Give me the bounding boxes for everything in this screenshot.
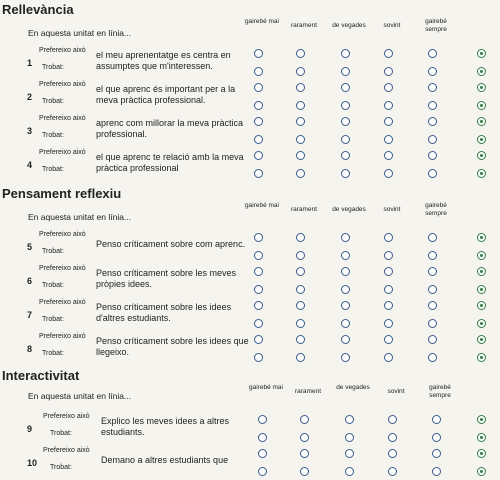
prefer-radio-1[interactable] <box>296 49 305 58</box>
option-header-4: gairebé sempre <box>425 18 447 33</box>
found-radio-2[interactable] <box>341 169 350 178</box>
found-radio-1[interactable] <box>300 433 309 442</box>
option-header-4: gairebé sempre <box>429 384 451 399</box>
prefer-radio-2[interactable] <box>341 151 350 160</box>
found-label: Trobat: <box>42 316 64 323</box>
question-number: 1 <box>27 58 33 68</box>
found-label: Trobat: <box>50 464 72 471</box>
found-radio-selected[interactable] <box>477 433 486 442</box>
found-radio-4[interactable] <box>428 169 437 178</box>
found-radio-2[interactable] <box>341 67 350 76</box>
prefer-label: Prefereixo això <box>39 299 86 306</box>
found-radio-3[interactable] <box>384 101 393 110</box>
found-radio-2[interactable] <box>341 251 350 260</box>
section-0 <box>0 0 500 182</box>
prefer-radio-0[interactable] <box>254 233 263 242</box>
prefer-radio-0[interactable] <box>258 449 267 458</box>
section-2 <box>0 366 500 480</box>
question-text: el que aprenc te relació amb la meva pràctica professional <box>96 152 244 173</box>
prefer-radio-2[interactable] <box>341 267 350 276</box>
prefer-radio-0[interactable] <box>254 267 263 276</box>
prefer-radio-1[interactable] <box>296 83 305 92</box>
found-radio-3[interactable] <box>384 319 393 328</box>
found-radio-0[interactable] <box>254 67 263 76</box>
found-radio-2[interactable] <box>341 135 350 144</box>
found-label: Trobat: <box>50 430 72 437</box>
found-radio-0[interactable] <box>254 353 263 362</box>
option-header-2: de vegades <box>336 384 370 391</box>
prefer-radio-1[interactable] <box>300 415 309 424</box>
prefer-label: Prefereixo això <box>39 231 86 238</box>
found-radio-0[interactable] <box>258 467 267 476</box>
found-radio-3[interactable] <box>384 353 393 362</box>
prefer-radio-4[interactable] <box>428 151 437 160</box>
prefer-radio-0[interactable] <box>254 335 263 344</box>
question-2 <box>0 80 500 114</box>
prefer-radio-2[interactable] <box>341 301 350 310</box>
option-header-0: gairebé mai <box>245 18 279 25</box>
prefer-radio-4[interactable] <box>428 301 437 310</box>
prefer-label: Prefereixo això <box>39 81 86 88</box>
prefer-radio-3[interactable] <box>384 117 393 126</box>
option-header-1: rarament <box>290 206 317 213</box>
found-radio-selected[interactable] <box>477 353 486 362</box>
found-radio-3[interactable] <box>384 135 393 144</box>
found-radio-2[interactable] <box>341 353 350 362</box>
found-radio-1[interactable] <box>296 285 305 294</box>
option-header-0: gairebé mai <box>249 384 283 391</box>
prefer-radio-0[interactable] <box>254 301 263 310</box>
found-radio-3[interactable] <box>388 433 397 442</box>
prefer-label: Prefereixo això <box>39 149 86 156</box>
question-number: 2 <box>27 92 33 102</box>
prefer-radio-selected[interactable] <box>477 267 486 276</box>
found-radio-selected[interactable] <box>477 169 486 178</box>
prefer-radio-selected[interactable] <box>477 233 486 242</box>
prefer-label: Prefereixo això <box>39 265 86 272</box>
found-radio-2[interactable] <box>345 433 354 442</box>
found-label: Trobat: <box>42 132 64 139</box>
question-text: Penso críticament sobre les meves pròpies idees. <box>96 268 237 289</box>
prefer-label: Prefereixo això <box>43 447 90 454</box>
found-radio-0[interactable] <box>254 169 263 178</box>
options-header <box>0 202 500 230</box>
section-intro: En aquesta unitat en línia... <box>28 391 132 401</box>
found-radio-selected[interactable] <box>477 467 486 476</box>
question-text: aprenc com millorar la meva pràctica professional. <box>96 118 244 139</box>
prefer-radio-1[interactable] <box>296 151 305 160</box>
question-6 <box>0 264 500 298</box>
section-title: Pensament reflexiu <box>2 186 122 201</box>
found-radio-4[interactable] <box>428 285 437 294</box>
question-5 <box>0 230 500 264</box>
found-radio-0[interactable] <box>254 251 263 260</box>
prefer-radio-2[interactable] <box>345 449 354 458</box>
found-radio-1[interactable] <box>296 67 305 76</box>
option-header-1: rarament <box>294 388 321 395</box>
found-radio-4[interactable] <box>428 251 437 260</box>
question-number: 7 <box>27 310 33 320</box>
prefer-radio-2[interactable] <box>341 335 350 344</box>
question-number: 6 <box>27 276 33 286</box>
found-label: Trobat: <box>42 248 64 255</box>
found-radio-0[interactable] <box>254 135 263 144</box>
found-radio-1[interactable] <box>296 353 305 362</box>
prefer-radio-1[interactable] <box>296 335 305 344</box>
prefer-radio-4[interactable] <box>428 83 437 92</box>
prefer-radio-4[interactable] <box>428 267 437 276</box>
found-radio-0[interactable] <box>254 319 263 328</box>
question-10 <box>0 446 500 480</box>
option-header-3: sovint <box>387 388 405 395</box>
found-radio-selected[interactable] <box>477 67 486 76</box>
found-label: Trobat: <box>42 64 64 71</box>
section-intro: En aquesta unitat en línia... <box>28 212 132 222</box>
prefer-radio-0[interactable] <box>258 415 267 424</box>
found-radio-4[interactable] <box>428 101 437 110</box>
prefer-label: Prefereixo això <box>39 47 86 54</box>
option-header-0: gairebé mai <box>245 202 279 209</box>
prefer-radio-3[interactable] <box>384 267 393 276</box>
found-radio-0[interactable] <box>254 285 263 294</box>
prefer-label: Prefereixo això <box>39 333 86 340</box>
question-number: 10 <box>27 458 38 468</box>
found-radio-3[interactable] <box>384 169 393 178</box>
option-header-3: sovint <box>383 22 401 29</box>
question-9 <box>0 412 500 446</box>
found-radio-1[interactable] <box>300 467 309 476</box>
prefer-radio-selected[interactable] <box>477 83 486 92</box>
prefer-radio-3[interactable] <box>384 233 393 242</box>
prefer-radio-3[interactable] <box>384 301 393 310</box>
found-radio-3[interactable] <box>384 67 393 76</box>
prefer-radio-1[interactable] <box>296 233 305 242</box>
option-header-3: sovint <box>383 206 401 213</box>
question-1 <box>0 46 500 80</box>
prefer-radio-3[interactable] <box>388 415 397 424</box>
prefer-radio-4[interactable] <box>428 233 437 242</box>
question-text: el meu aprenentatge es centra en assumptes que m'interessen. <box>96 50 231 71</box>
prefer-radio-2[interactable] <box>341 117 350 126</box>
question-8 <box>0 332 500 366</box>
found-radio-1[interactable] <box>296 169 305 178</box>
question-4 <box>0 148 500 182</box>
found-radio-4[interactable] <box>428 319 437 328</box>
found-radio-selected[interactable] <box>477 101 486 110</box>
prefer-radio-selected[interactable] <box>477 117 486 126</box>
prefer-radio-3[interactable] <box>384 83 393 92</box>
prefer-radio-2[interactable] <box>341 83 350 92</box>
question-text: Penso críticament sobre les idees d'altres estudiants. <box>96 302 232 323</box>
question-number: 9 <box>27 424 33 434</box>
options-header <box>0 18 500 46</box>
prefer-radio-1[interactable] <box>296 117 305 126</box>
section-title: Rellevància <box>2 2 74 17</box>
option-header-2: de vegades <box>332 22 366 29</box>
question-text: Explico les meves idees a altres estudiants. <box>101 416 230 437</box>
question-number: 5 <box>27 242 33 252</box>
question-text: Penso críticament sobre com aprenc. <box>96 239 246 249</box>
found-radio-selected[interactable] <box>477 285 486 294</box>
found-radio-4[interactable] <box>428 67 437 76</box>
prefer-radio-4[interactable] <box>428 49 437 58</box>
found-radio-3[interactable] <box>388 467 397 476</box>
section-1 <box>0 184 500 366</box>
prefer-radio-3[interactable] <box>384 49 393 58</box>
found-radio-1[interactable] <box>296 251 305 260</box>
prefer-label: Prefereixo això <box>39 115 86 122</box>
prefer-radio-0[interactable] <box>254 151 263 160</box>
found-radio-2[interactable] <box>345 467 354 476</box>
found-radio-3[interactable] <box>384 251 393 260</box>
found-label: Trobat: <box>42 350 64 357</box>
found-radio-2[interactable] <box>341 101 350 110</box>
found-radio-3[interactable] <box>384 285 393 294</box>
prefer-radio-4[interactable] <box>428 335 437 344</box>
prefer-radio-2[interactable] <box>341 49 350 58</box>
prefer-radio-selected[interactable] <box>477 49 486 58</box>
prefer-radio-1[interactable] <box>300 449 309 458</box>
found-radio-1[interactable] <box>296 135 305 144</box>
prefer-radio-selected[interactable] <box>477 301 486 310</box>
found-radio-selected[interactable] <box>477 135 486 144</box>
found-radio-0[interactable] <box>258 433 267 442</box>
prefer-radio-3[interactable] <box>384 151 393 160</box>
prefer-radio-0[interactable] <box>254 117 263 126</box>
prefer-radio-1[interactable] <box>296 301 305 310</box>
prefer-radio-selected[interactable] <box>477 415 486 424</box>
found-radio-4[interactable] <box>428 353 437 362</box>
prefer-radio-2[interactable] <box>345 415 354 424</box>
question-text: el que aprenc és important per a la meva pràctica professional. <box>96 84 236 105</box>
prefer-label: Prefereixo això <box>43 413 90 420</box>
question-number: 8 <box>27 344 33 354</box>
question-7 <box>0 298 500 332</box>
prefer-radio-selected[interactable] <box>477 151 486 160</box>
prefer-radio-0[interactable] <box>254 83 263 92</box>
question-text: Demano a altres estudiants que <box>101 455 229 465</box>
found-label: Trobat: <box>42 282 64 289</box>
prefer-radio-4[interactable] <box>432 449 441 458</box>
option-header-4: gairebé sempre <box>425 202 447 217</box>
option-header-2: de vegades <box>332 206 366 213</box>
prefer-radio-2[interactable] <box>341 233 350 242</box>
found-label: Trobat: <box>42 166 64 173</box>
section-intro: En aquesta unitat en línia... <box>28 28 132 38</box>
question-text: Penso críticament sobre les idees que llegeixo. <box>96 336 249 357</box>
prefer-radio-selected[interactable] <box>477 335 486 344</box>
found-radio-selected[interactable] <box>477 251 486 260</box>
found-radio-4[interactable] <box>428 135 437 144</box>
found-radio-1[interactable] <box>296 101 305 110</box>
prefer-radio-3[interactable] <box>384 335 393 344</box>
question-3 <box>0 114 500 148</box>
section-title: Interactivitat <box>2 368 80 383</box>
prefer-radio-0[interactable] <box>254 49 263 58</box>
question-number: 3 <box>27 126 33 136</box>
question-number: 4 <box>27 160 33 170</box>
found-radio-4[interactable] <box>432 467 441 476</box>
prefer-radio-3[interactable] <box>388 449 397 458</box>
found-radio-selected[interactable] <box>477 319 486 328</box>
found-radio-2[interactable] <box>341 285 350 294</box>
option-header-1: rarament <box>290 22 317 29</box>
found-radio-4[interactable] <box>432 433 441 442</box>
found-radio-1[interactable] <box>296 319 305 328</box>
found-radio-0[interactable] <box>254 101 263 110</box>
prefer-radio-selected[interactable] <box>477 449 486 458</box>
found-radio-2[interactable] <box>341 319 350 328</box>
prefer-radio-4[interactable] <box>432 415 441 424</box>
options-header <box>0 384 500 412</box>
prefer-radio-4[interactable] <box>428 117 437 126</box>
prefer-radio-1[interactable] <box>296 267 305 276</box>
found-label: Trobat: <box>42 98 64 105</box>
